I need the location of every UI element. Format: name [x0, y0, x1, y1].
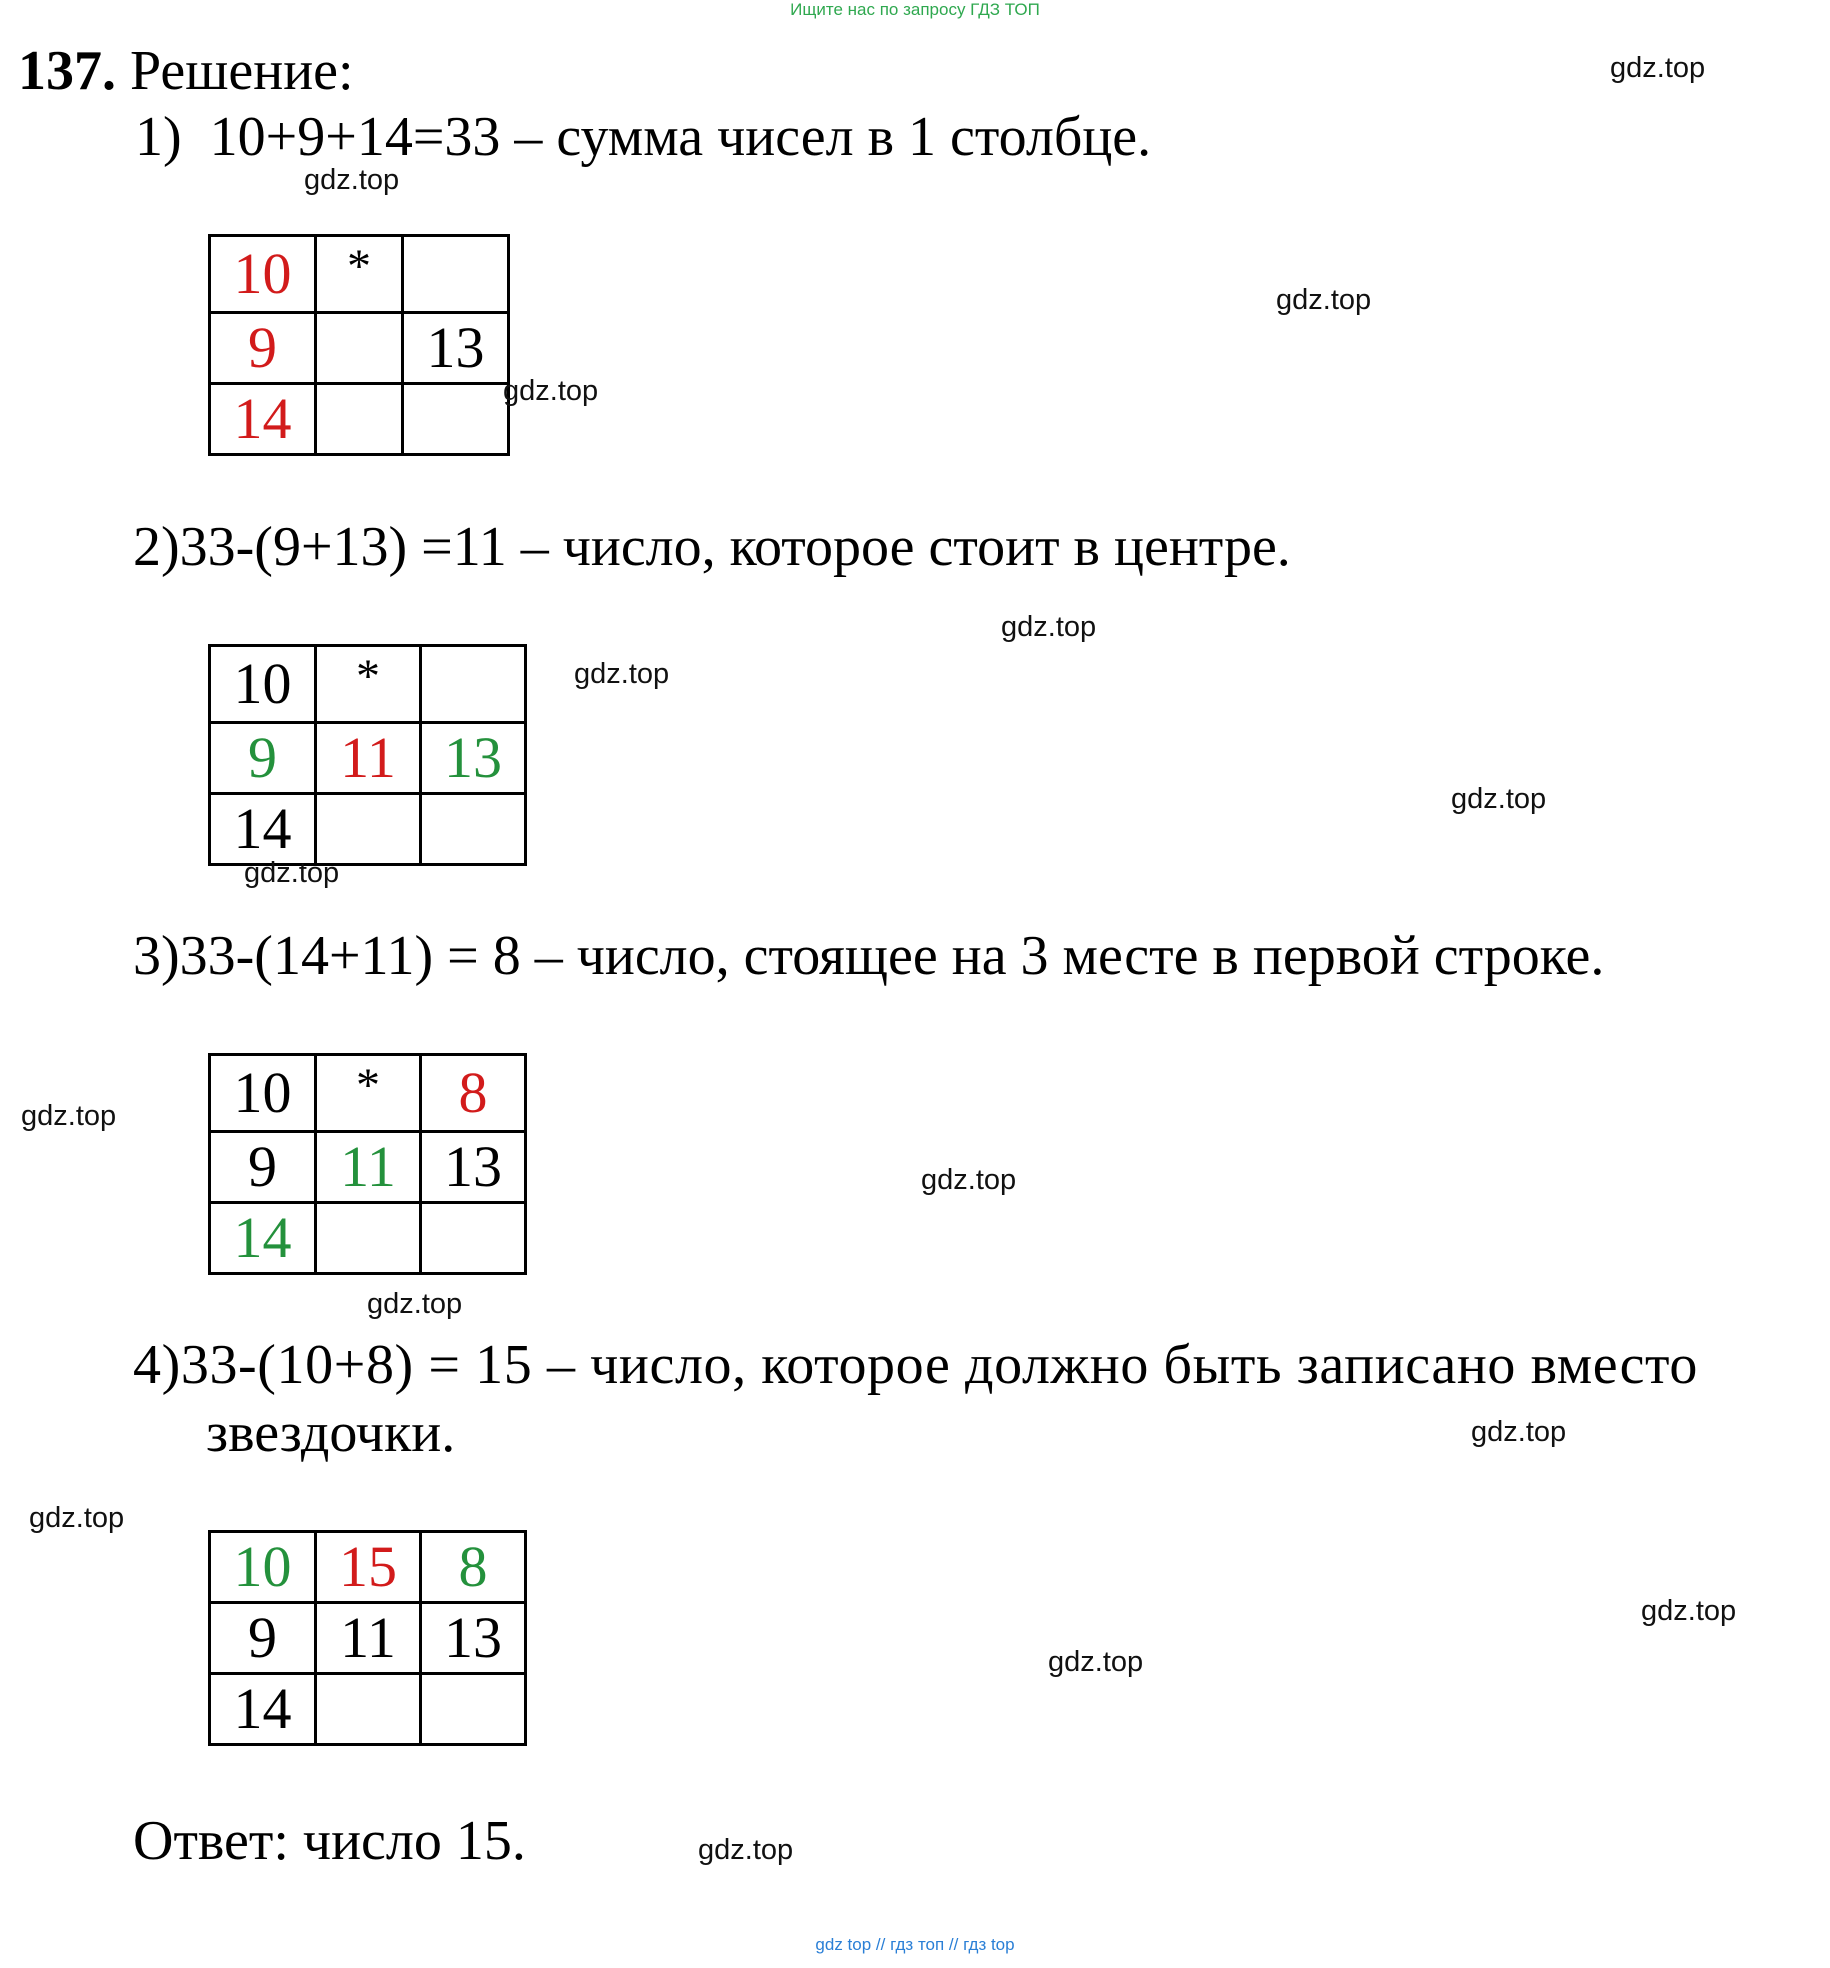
watermark: gdz.top	[29, 1502, 125, 1534]
watermark: gdz.top	[1451, 783, 1547, 815]
step-1-label: 1)	[135, 106, 182, 168]
grid-cell: 13	[421, 723, 526, 794]
step-3	[133, 921, 1604, 991]
grid-row	[210, 1055, 526, 1132]
grid-row	[210, 1132, 526, 1203]
grid-cell: 15	[316, 1532, 421, 1603]
watermark: gdz.top	[1641, 1595, 1737, 1627]
grid-cell	[403, 384, 509, 455]
grid-cell: 13	[421, 1603, 526, 1674]
watermark: gdz.top	[503, 375, 599, 407]
step-2-text: 33-(9+13) =11 – число, которое стоит в центре.	[179, 516, 1291, 578]
watermark: gdz.top	[304, 164, 400, 196]
grid-cell: 8	[421, 1532, 526, 1603]
grid-cell	[316, 384, 403, 455]
grid-row	[210, 1603, 526, 1674]
grid-cell: 10	[210, 1532, 316, 1603]
watermark: gdz.top	[367, 1288, 463, 1320]
watermark: gdz.top	[921, 1164, 1017, 1196]
solution-heading: Решение:	[116, 40, 354, 102]
grid-row	[210, 1532, 526, 1603]
grid-cell: 11	[316, 723, 421, 794]
search-banner: Ищите нас по запросу ГДЗ ТОП	[790, 0, 1040, 19]
grid-row	[210, 646, 526, 723]
answer-text: Ответ: число 15.	[133, 1810, 526, 1872]
grid-cell: 11	[316, 1603, 421, 1674]
grid-cell: 14	[210, 1203, 316, 1274]
grid-cell: 9	[210, 1603, 316, 1674]
grid-row	[210, 1203, 526, 1274]
grid-cell: *	[316, 1055, 421, 1132]
step-4	[133, 1330, 1698, 1400]
step-3-label: 3)	[133, 925, 180, 987]
grid-cell	[316, 794, 421, 865]
grid-cell: 9	[210, 313, 316, 384]
step-1-text: 10+9+14=33 – сумма чисел в 1 столбце.	[209, 106, 1152, 168]
grid-cell: 14	[210, 384, 316, 455]
grid-row	[210, 313, 509, 384]
grid-cell	[421, 794, 526, 865]
grid-cell: 10	[210, 646, 316, 723]
grid-step-3	[208, 1053, 527, 1275]
grid-cell: 10	[210, 1055, 316, 1132]
step-4-continued: звездочки.	[206, 1402, 456, 1464]
grid-cell: 13	[421, 1132, 526, 1203]
grid-cell	[421, 646, 526, 723]
grid-cell: 8	[421, 1055, 526, 1132]
grid-step-4	[208, 1530, 527, 1746]
grid-row	[210, 236, 509, 313]
grid-step-1	[208, 234, 510, 456]
problem-title	[18, 36, 354, 106]
grid-cell	[421, 1203, 526, 1274]
grid-cell	[403, 236, 509, 313]
watermark: gdz.top	[21, 1100, 117, 1132]
grid-step-2	[208, 644, 527, 866]
problem-number: 137.	[18, 40, 116, 102]
step-2	[133, 512, 1291, 582]
grid-cell: 13	[403, 313, 509, 384]
step-3-text: 33-(14+11) = 8 – число, стоящее на 3 месте в первой строке.	[179, 925, 1605, 987]
watermark: gdz.top	[1001, 611, 1097, 643]
step-1	[135, 102, 1151, 172]
footer-links: gdz top // гдз топ // гдз top	[815, 1935, 1015, 1954]
grid-cell: 9	[210, 723, 316, 794]
watermark: gdz.top	[1610, 52, 1706, 84]
grid-cell: *	[316, 236, 403, 313]
grid-cell: 14	[210, 1674, 316, 1745]
grid-row	[210, 384, 509, 455]
grid-cell	[316, 1674, 421, 1745]
grid-row	[210, 723, 526, 794]
grid-cell: 10	[210, 236, 316, 313]
watermark: gdz.top	[1471, 1416, 1567, 1448]
grid-cell	[316, 313, 403, 384]
watermark: gdz.top	[698, 1834, 794, 1866]
grid-row	[210, 1674, 526, 1745]
grid-cell: *	[316, 646, 421, 723]
grid-cell	[316, 1203, 421, 1274]
step-2-label: 2)	[133, 516, 180, 578]
watermark: gdz.top	[1276, 284, 1372, 316]
grid-cell: 11	[316, 1132, 421, 1203]
grid-cell: 9	[210, 1132, 316, 1203]
grid-row	[210, 794, 526, 865]
watermark: gdz.top	[1048, 1646, 1144, 1678]
watermark: gdz.top	[244, 857, 340, 889]
grid-cell	[421, 1674, 526, 1745]
step-4-text: 33-(10+8) = 15 – число, которое должно быть записано вместо	[180, 1334, 1698, 1396]
watermark: gdz.top	[574, 658, 670, 690]
step-4-label: 4)	[133, 1334, 181, 1396]
grid-cell: 14	[210, 794, 316, 865]
